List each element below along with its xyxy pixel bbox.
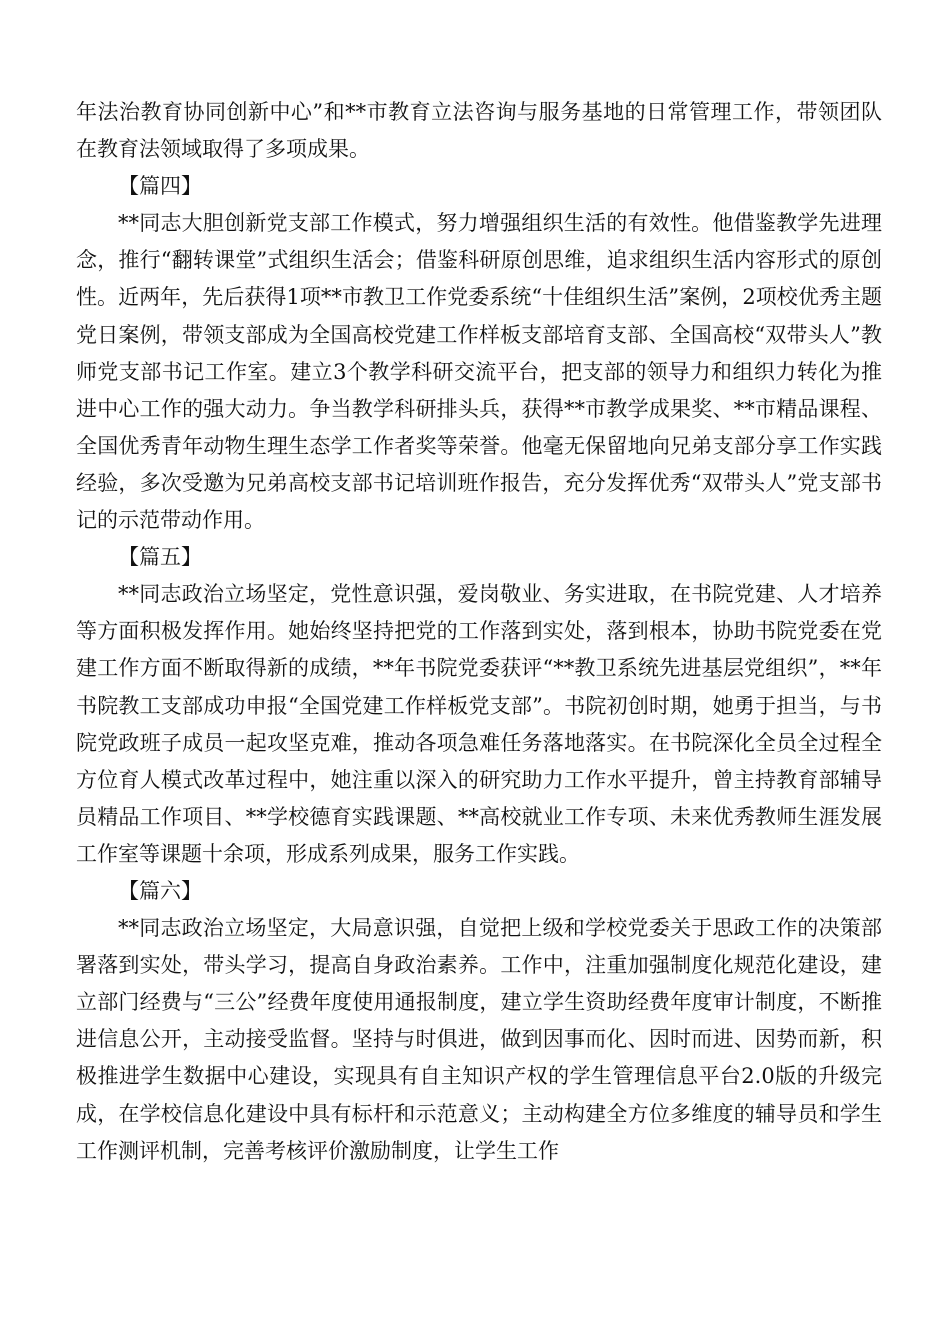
section-body-6: **同志政治立场坚定，大局意识强，自觉把上级和学校党委关于思政工作的决策部署落到实处，带头学习，提高自身政治素养。工作中，注重加强制度化规范化建设，建立部门经费与“三公”经费年度使用通报制度，建立学生资助经费年度审计制度，不断推进信息公开，主动接受监督。坚持与时俱进，做到因事而化、因时而进、因势而新，积极推进学生数据中心建设，实现具有自主知识产权的学生管理信息平台2.0版的升级完成，在学校信息化建设中具有标杆和示范意义；主动构建全方位多维度的辅导员和学生工作测评机制，完善考核评价激励制度，让学生工作 (76, 916, 882, 1163)
section-heading-4: 【篇四】 (118, 174, 202, 199)
document-page (76, 94, 882, 1170)
section-body-4: **同志大胆创新党支部工作模式，努力增强组织生活的有效性。他借鉴教学先进理念，推行“翻转课堂”式组织生活会；借鉴科研原创思维，追求组织生活内容形式的原创性。近两年，先后获得1项**市教卫工作党委系统“十佳组织生活”案例，2项校优秀主题党日案例，带领支部成为全国高校党建工作样板支部培育支部、全国高校“双带头人”教师党支部书记工作室。建立3个教学科研交流平台，把支部的领导力和组织力转化为推进中心工作的强大动力。争当教学科研排头兵，获得**市教学成果奖、**市精品课程、全国优秀青年动物生理生态学工作者奖等荣誉。他毫无保留地向兄弟支部分享工作实践经验，多次受邀为兄弟高校支部书记培训班作报告，充分发挥优秀“双带头人”党支部书记的示范带动作用。 (76, 211, 882, 533)
section-heading-5: 【篇五】 (118, 545, 202, 570)
intro-paragraph: 年法治教育协同创新中心”和**市教育立法咨询与服务基地的日常管理工作，带领团队在教育法领域取得了多项成果。 (76, 100, 882, 162)
section-body-5: **同志政治立场坚定，党性意识强，爱岗敬业、务实进取，在书院党建、人才培养等方面积极发挥作用。她始终坚持把党的工作落到实处，落到根本，协助书院党委在党建工作方面不断取得新的成绩，**年书院党委获评“**教卫系统先进基层党组织”，**年书院教工支部成功申报“全国党建工作样板党支部”。书院初创时期，她勇于担当，与书院党政班子成员一起攻坚克难，推动各项急难任务落地落实。在书院深化全员全过程全方位育人模式改革过程中，她注重以深入的研究助力工作水平提升，曾主持教育部辅导员精品工作项目、**学校德育实践课题、**高校就业工作专项、未来优秀教师生涯发展工作室等课题十余项，形成系列成果，服务工作实践。 (76, 582, 882, 866)
section-heading-6: 【篇六】 (118, 878, 202, 903)
